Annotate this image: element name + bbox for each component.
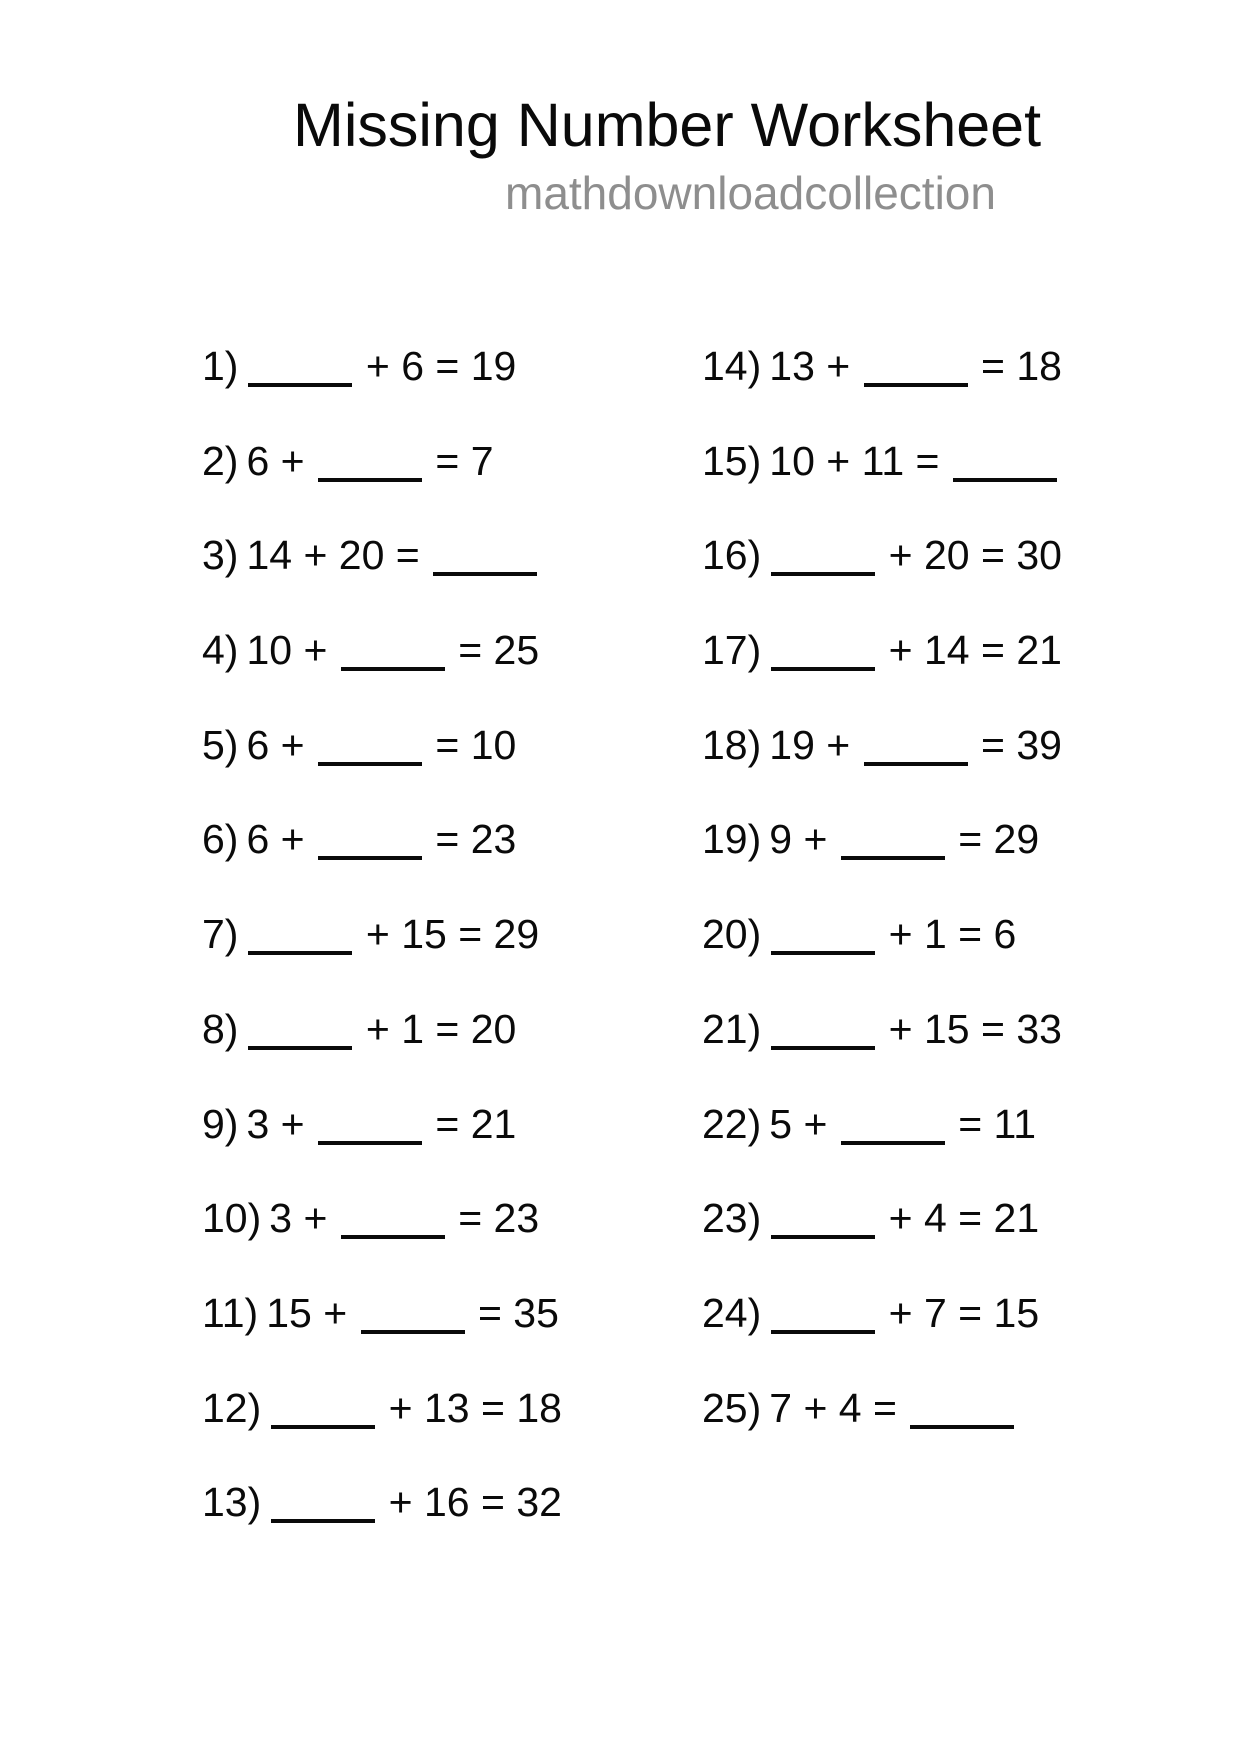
answer-blank [841,852,945,860]
problem-row [202,531,562,626]
problem-number: 14) [702,343,762,389]
problem-number: 18) [702,721,762,768]
problem-column-right [702,342,1062,1478]
answer-blank [433,568,537,576]
problem-number: 6) [202,816,239,863]
expression-text: 19 + [769,721,862,768]
expression-text: = 35 [466,1289,559,1336]
expression-text: + 14 = 21 [877,627,1062,674]
answer-blank [953,474,1057,482]
problem-row [202,437,562,532]
expression-text: 9 + [769,816,839,863]
problem-column-left [202,342,562,1573]
expression-text: 15 + [266,1289,359,1336]
problem-number: 24) [702,1289,762,1336]
problem-row [702,721,1062,816]
answer-blank [248,379,352,387]
problem-row [202,1289,562,1384]
expression-text: + 1 = 20 [354,1005,517,1052]
problem-number: 23) [702,1195,762,1242]
expression-text: = 21 [424,1100,517,1147]
expression-text: + 15 = 33 [877,1005,1062,1052]
problem-row [202,342,562,437]
expression-text: = 23 [424,816,517,863]
problem-number: 16) [702,532,762,579]
answer-blank [318,1137,422,1145]
problem-number: 1) [202,343,239,389]
answer-blank [910,1421,1014,1429]
expression-text: 6 + [246,437,316,484]
problem-number: 3) [202,532,239,579]
expression-text: 3 + [269,1195,339,1242]
problem-number: 9) [202,1100,239,1147]
problem-number: 2) [202,437,239,484]
expression-text: 13 + [769,343,862,389]
answer-blank [864,758,968,766]
answer-blank [341,1231,445,1239]
problem-row [702,1194,1062,1289]
expression-text: 10 + 11 = [769,437,951,484]
problem-number: 11) [202,1289,259,1336]
answer-blank [771,568,875,576]
expression-text: + 13 = 18 [377,1384,562,1431]
expression-text: + 15 = 29 [354,911,540,958]
problem-number: 19) [702,816,762,863]
problem-row [702,437,1062,532]
problem-number: 8) [202,1005,239,1052]
problem-row [202,1194,562,1289]
expression-text: + 6 = 19 [354,343,517,389]
answer-blank [271,1515,375,1523]
problem-row [202,1384,562,1479]
problem-number: 17) [702,627,762,674]
problem-row [702,910,1062,1005]
brand-subtitle: mathdownloadcollection [505,167,996,219]
answer-blank [771,947,875,955]
expression-text: = 11 [946,1100,1037,1147]
problem-row [702,531,1062,626]
problem-row [702,815,1062,910]
expression-text: = 23 [446,1195,540,1242]
problem-number: 5) [202,721,239,768]
answer-blank [248,1042,352,1050]
answer-blank [318,852,422,860]
answer-blank [341,663,445,671]
answer-blank [318,758,422,766]
expression-text: + 20 = 30 [877,532,1062,579]
answer-blank [271,1421,375,1429]
problem-row [702,1384,1062,1479]
expression-text: + 4 = 21 [877,1195,1040,1242]
problem-row [202,910,562,1005]
answer-blank [248,947,352,955]
problem-number: 25) [702,1384,762,1431]
answer-blank [771,1042,875,1050]
expression-text: + 7 = 15 [877,1289,1040,1336]
answer-blank [318,474,422,482]
problem-row [702,1005,1062,1100]
problem-row [702,1100,1062,1195]
problem-number: 20) [702,911,762,958]
expression-text: = 7 [424,437,494,484]
expression-text: 10 + [246,627,339,674]
expression-text: 5 + [769,1100,839,1147]
answer-blank [771,1326,875,1334]
problem-number: 7) [202,911,239,958]
expression-text: 6 + [246,816,316,863]
problem-row [202,1478,562,1573]
expression-text: 7 + 4 = [769,1384,909,1431]
answer-blank [841,1137,945,1145]
problem-number: 12) [202,1384,262,1431]
expression-text: = 29 [946,816,1040,863]
answer-blank [864,379,968,387]
expression-text: 3 + [246,1100,316,1147]
problem-row [202,815,562,910]
expression-text: = 18 [969,343,1062,389]
expression-text: 14 + 20 = [246,532,432,579]
problem-number: 4) [202,627,239,674]
problem-number: 15) [702,437,762,484]
expression-text: 6 + [246,721,316,768]
problem-row [202,1100,562,1195]
expression-text: = 10 [424,721,517,768]
expression-text: = 39 [969,721,1062,768]
answer-blank [361,1326,465,1334]
problem-row [202,721,562,816]
answer-blank [771,663,875,671]
problem-row [702,342,1062,437]
problem-number: 22) [702,1100,762,1147]
problem-number: 10) [202,1195,262,1242]
problem-number: 13) [202,1479,262,1526]
page-title: Missing Number Worksheet [293,91,1042,159]
expression-text: + 1 = 6 [877,911,1017,958]
problem-row [702,1289,1062,1384]
problem-number: 21) [702,1005,762,1052]
problem-row [202,626,562,721]
answer-blank [771,1231,875,1239]
problem-row [702,626,1062,721]
expression-text: + 16 = 32 [377,1479,562,1526]
expression-text: = 25 [446,627,540,674]
problem-row [202,1005,562,1100]
